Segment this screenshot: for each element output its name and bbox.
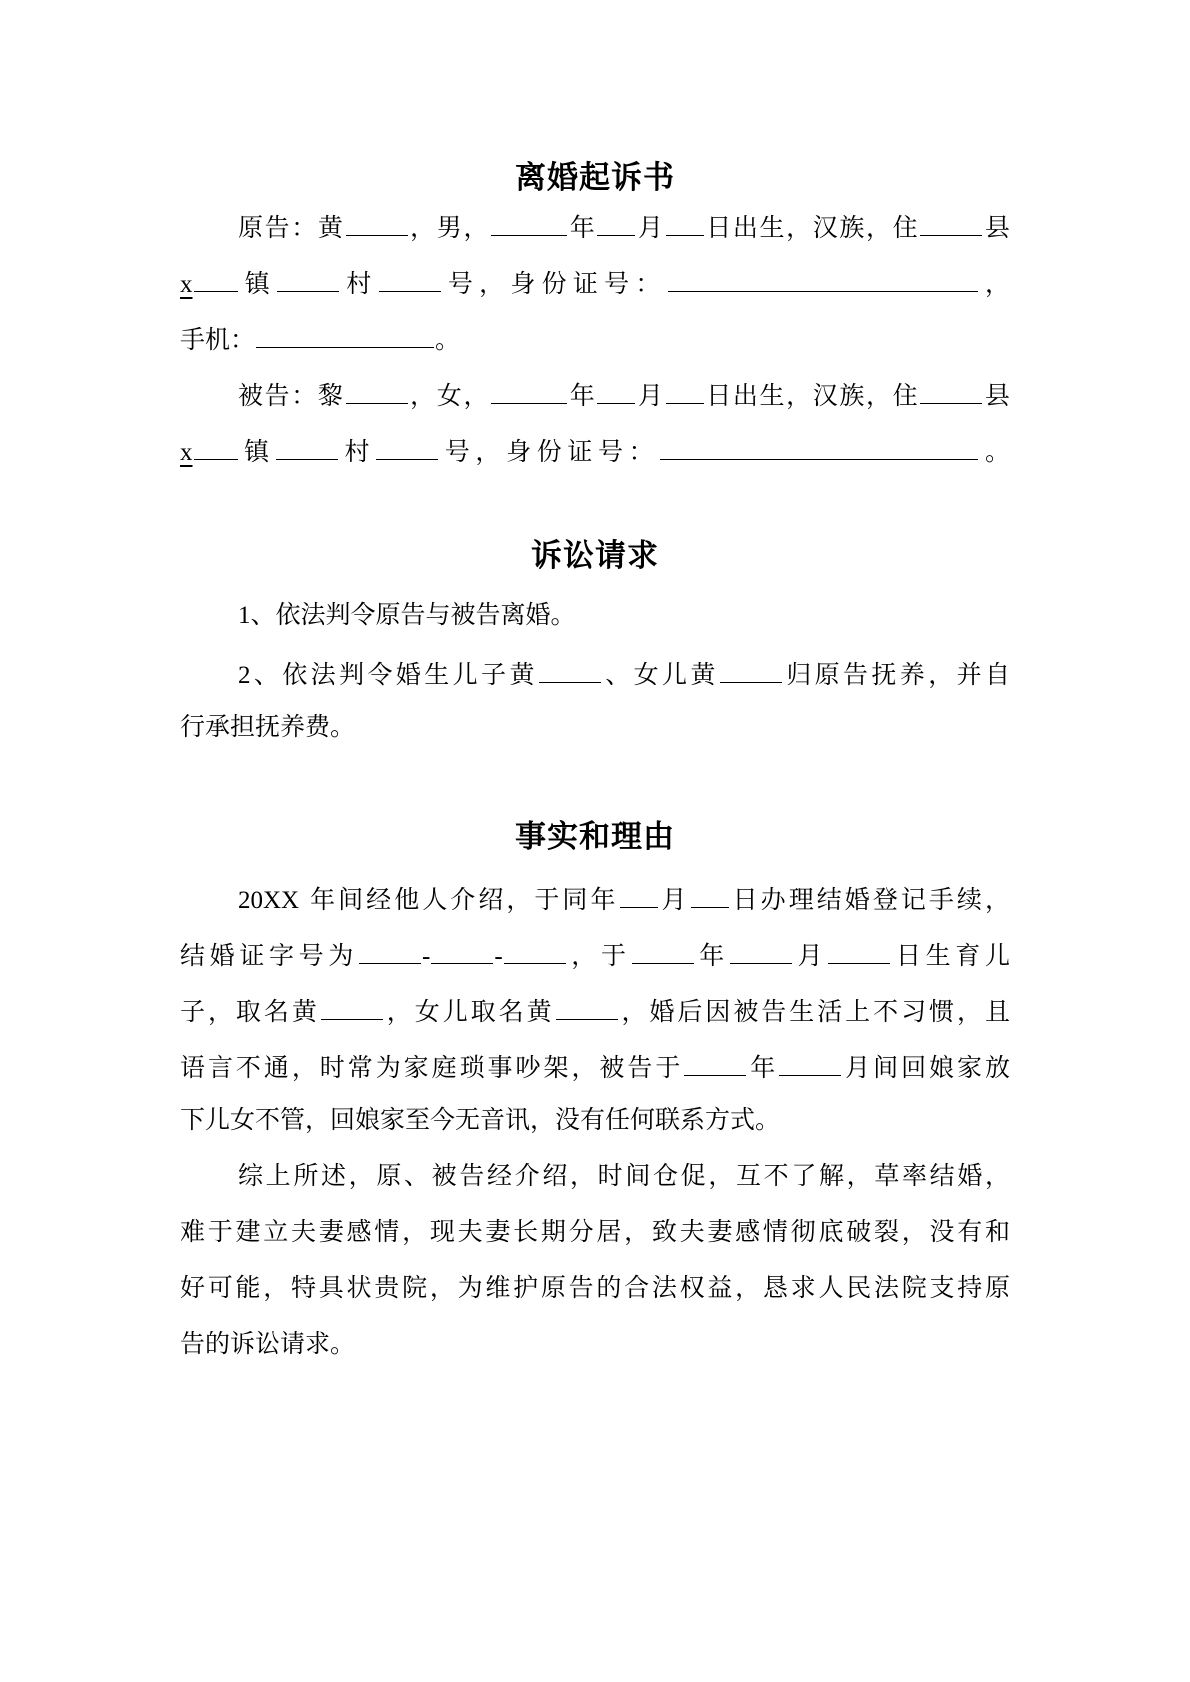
certificate-label: 结婚证字号为 — [180, 941, 358, 970]
plaintiff-x-value: x — [180, 271, 193, 298]
facts-heading: 事实和理由 — [515, 819, 675, 855]
facts-line-1 — [180, 876, 1010, 921]
claims-heading: 诉讼请求 — [531, 538, 659, 574]
daughter-name-blank[interactable] — [720, 651, 782, 683]
facts-line-3-text-b: ，女儿取名黄 — [383, 997, 555, 1026]
plaintiff-day-blank[interactable] — [666, 204, 704, 236]
plaintiff-month-blank[interactable] — [597, 204, 635, 236]
defendant-residence-blank[interactable] — [920, 372, 982, 404]
plaintiff-id-blank[interactable] — [668, 260, 978, 292]
birth-year-blank[interactable] — [632, 932, 694, 964]
plaintiff-year-blank[interactable] — [491, 204, 567, 236]
defendant-name-blank[interactable] — [346, 372, 408, 404]
defendant-birth-text: 日出生，汉族，住 — [704, 381, 920, 410]
defendant-surname: 黎 — [317, 381, 345, 410]
facts-line-1-text-a: 年间经他人介绍，于同年 — [299, 885, 619, 914]
facts-line-2 — [180, 932, 1010, 977]
plaintiff-year-label: 年 — [568, 213, 597, 242]
claim-item-2-text-c: 归原告抚养，并自 — [782, 660, 1010, 689]
defendant-label: 被告： — [238, 381, 318, 410]
marriage-month-blank[interactable] — [620, 876, 658, 908]
claim-item-2-line-1 — [180, 651, 1010, 696]
claim-item-2-text-b: 、女儿黄 — [601, 660, 719, 689]
certificate-dash-2: - — [494, 943, 503, 970]
facts-line-2-text-b: ，于 — [566, 941, 631, 970]
facts-line-2-year: 年 — [694, 941, 729, 970]
son-name-blank[interactable] — [539, 651, 601, 683]
plaintiff-town-label: 镇 — [238, 269, 277, 298]
facts-year: 20XX — [238, 887, 300, 914]
document-title: 离婚起诉书 — [515, 160, 675, 196]
defendant-month-blank[interactable] — [597, 372, 635, 404]
defendant-year-label: 年 — [568, 381, 597, 410]
plaintiff-village-label: 村 — [340, 269, 378, 298]
plaintiff-x-blank[interactable] — [194, 260, 238, 292]
facts-line-3-text-a: 子，取名黄 — [180, 997, 320, 1026]
defendant-town-blank[interactable] — [276, 428, 338, 460]
plaintiff-line-1 — [180, 204, 1010, 248]
certificate-part-2-blank[interactable] — [431, 932, 493, 964]
defendant-line-1 — [180, 372, 1010, 416]
plaintiff-birth-text: 日出生，汉族，住 — [704, 213, 920, 242]
facts-line-4-year: 年 — [747, 1053, 779, 1082]
facts-line-1-month: 月 — [658, 885, 690, 914]
defendant-line-2 — [180, 428, 1010, 473]
facts-line-1-text-c: 日办理结婚登记手续， — [729, 885, 1010, 914]
claim-item-1-text: 1、依法判令原告与被告离婚。 — [238, 602, 576, 629]
claim-item-2-line-2: 行承担抚养费。 — [180, 712, 356, 741]
return-year-blank[interactable] — [684, 1044, 746, 1076]
plaintiff-label: 原告： — [238, 213, 318, 242]
facts-line-3-text-c: ，婚后因被告生活上不习惯，且 — [618, 997, 1010, 1026]
summary-line-2: 难于建立夫妻感情，现夫妻长期分居，致夫妻感情彻底破裂，没有和 — [180, 1217, 1010, 1246]
defendant-town-label: 镇 — [238, 437, 275, 466]
plaintiff-month-label: 月 — [636, 213, 665, 242]
claim-item-1 — [180, 595, 1010, 636]
plaintiff-residence-blank[interactable] — [920, 204, 982, 236]
plaintiff-period: 。 — [435, 325, 461, 354]
facts-line-2-text-e: 日生育儿 — [891, 941, 1010, 970]
marriage-day-blank[interactable] — [691, 876, 729, 908]
defendant-village-blank[interactable] — [376, 428, 438, 460]
claim-item-2-number: 2 — [238, 662, 251, 689]
plaintiff-gender: ，男， — [408, 213, 491, 242]
defendant-village-label: 村 — [338, 437, 376, 466]
daughter-given-name-blank[interactable] — [556, 988, 618, 1020]
summary-line-1: 综上所述，原、被告经介绍，时间仓促，互不了解，草率结婚， — [238, 1161, 1010, 1190]
summary-line-4: 告的诉讼请求。 — [180, 1329, 356, 1358]
defendant-day-blank[interactable] — [666, 372, 704, 404]
certificate-dash-1: - — [421, 943, 431, 970]
facts-line-4-text-a: 语言不通，时常为家庭琐事吵架，被告于 — [180, 1053, 684, 1082]
defendant-x-blank[interactable] — [194, 428, 238, 460]
defendant-month-label: 月 — [636, 381, 665, 410]
plaintiff-line-2 — [180, 260, 1010, 305]
plaintiff-comma: ， — [978, 269, 1010, 298]
plaintiff-line-3 — [180, 316, 1010, 360]
plaintiff-village-blank[interactable] — [379, 260, 441, 292]
defendant-period: 。 — [979, 437, 1010, 466]
defendant-x-value: x — [180, 439, 193, 466]
plaintiff-name-blank[interactable] — [346, 204, 408, 236]
plaintiff-surname: 黄 — [317, 213, 345, 242]
defendant-county-label: 县 — [983, 381, 1010, 410]
birth-day-blank[interactable] — [828, 932, 890, 964]
son-given-name-blank[interactable] — [321, 988, 383, 1020]
plaintiff-phone-label: 手机： — [180, 325, 256, 354]
facts-line-2-month: 月 — [792, 941, 828, 970]
certificate-part-1-blank[interactable] — [359, 932, 421, 964]
facts-line-3 — [180, 988, 1010, 1032]
facts-line-4-text-c: 月间回娘家放 — [842, 1053, 1010, 1082]
defendant-id-label: 号，身份证号： — [439, 437, 660, 466]
plaintiff-phone-blank[interactable] — [256, 316, 434, 348]
birth-month-blank[interactable] — [730, 932, 792, 964]
summary-line-3: 好可能，特具状贵院，为维护原告的合法权益，恳求人民法院支持原 — [180, 1273, 1010, 1302]
claim-item-2-text-a: 、依法判令婚生儿子黄 — [250, 660, 538, 689]
defendant-year-blank[interactable] — [491, 372, 567, 404]
defendant-gender: ，女， — [408, 381, 491, 410]
certificate-part-3-blank[interactable] — [504, 932, 566, 964]
defendant-id-blank[interactable] — [660, 428, 978, 460]
return-month-blank[interactable] — [779, 1044, 841, 1076]
facts-line-4 — [180, 1044, 1010, 1088]
plaintiff-town-blank[interactable] — [277, 260, 339, 292]
plaintiff-county-label: 县 — [983, 213, 1010, 242]
plaintiff-id-label: 号，身份证号： — [441, 269, 667, 298]
facts-line-5: 下儿女不管，回娘家至今无音讯，没有任何联系方式。 — [180, 1105, 781, 1134]
